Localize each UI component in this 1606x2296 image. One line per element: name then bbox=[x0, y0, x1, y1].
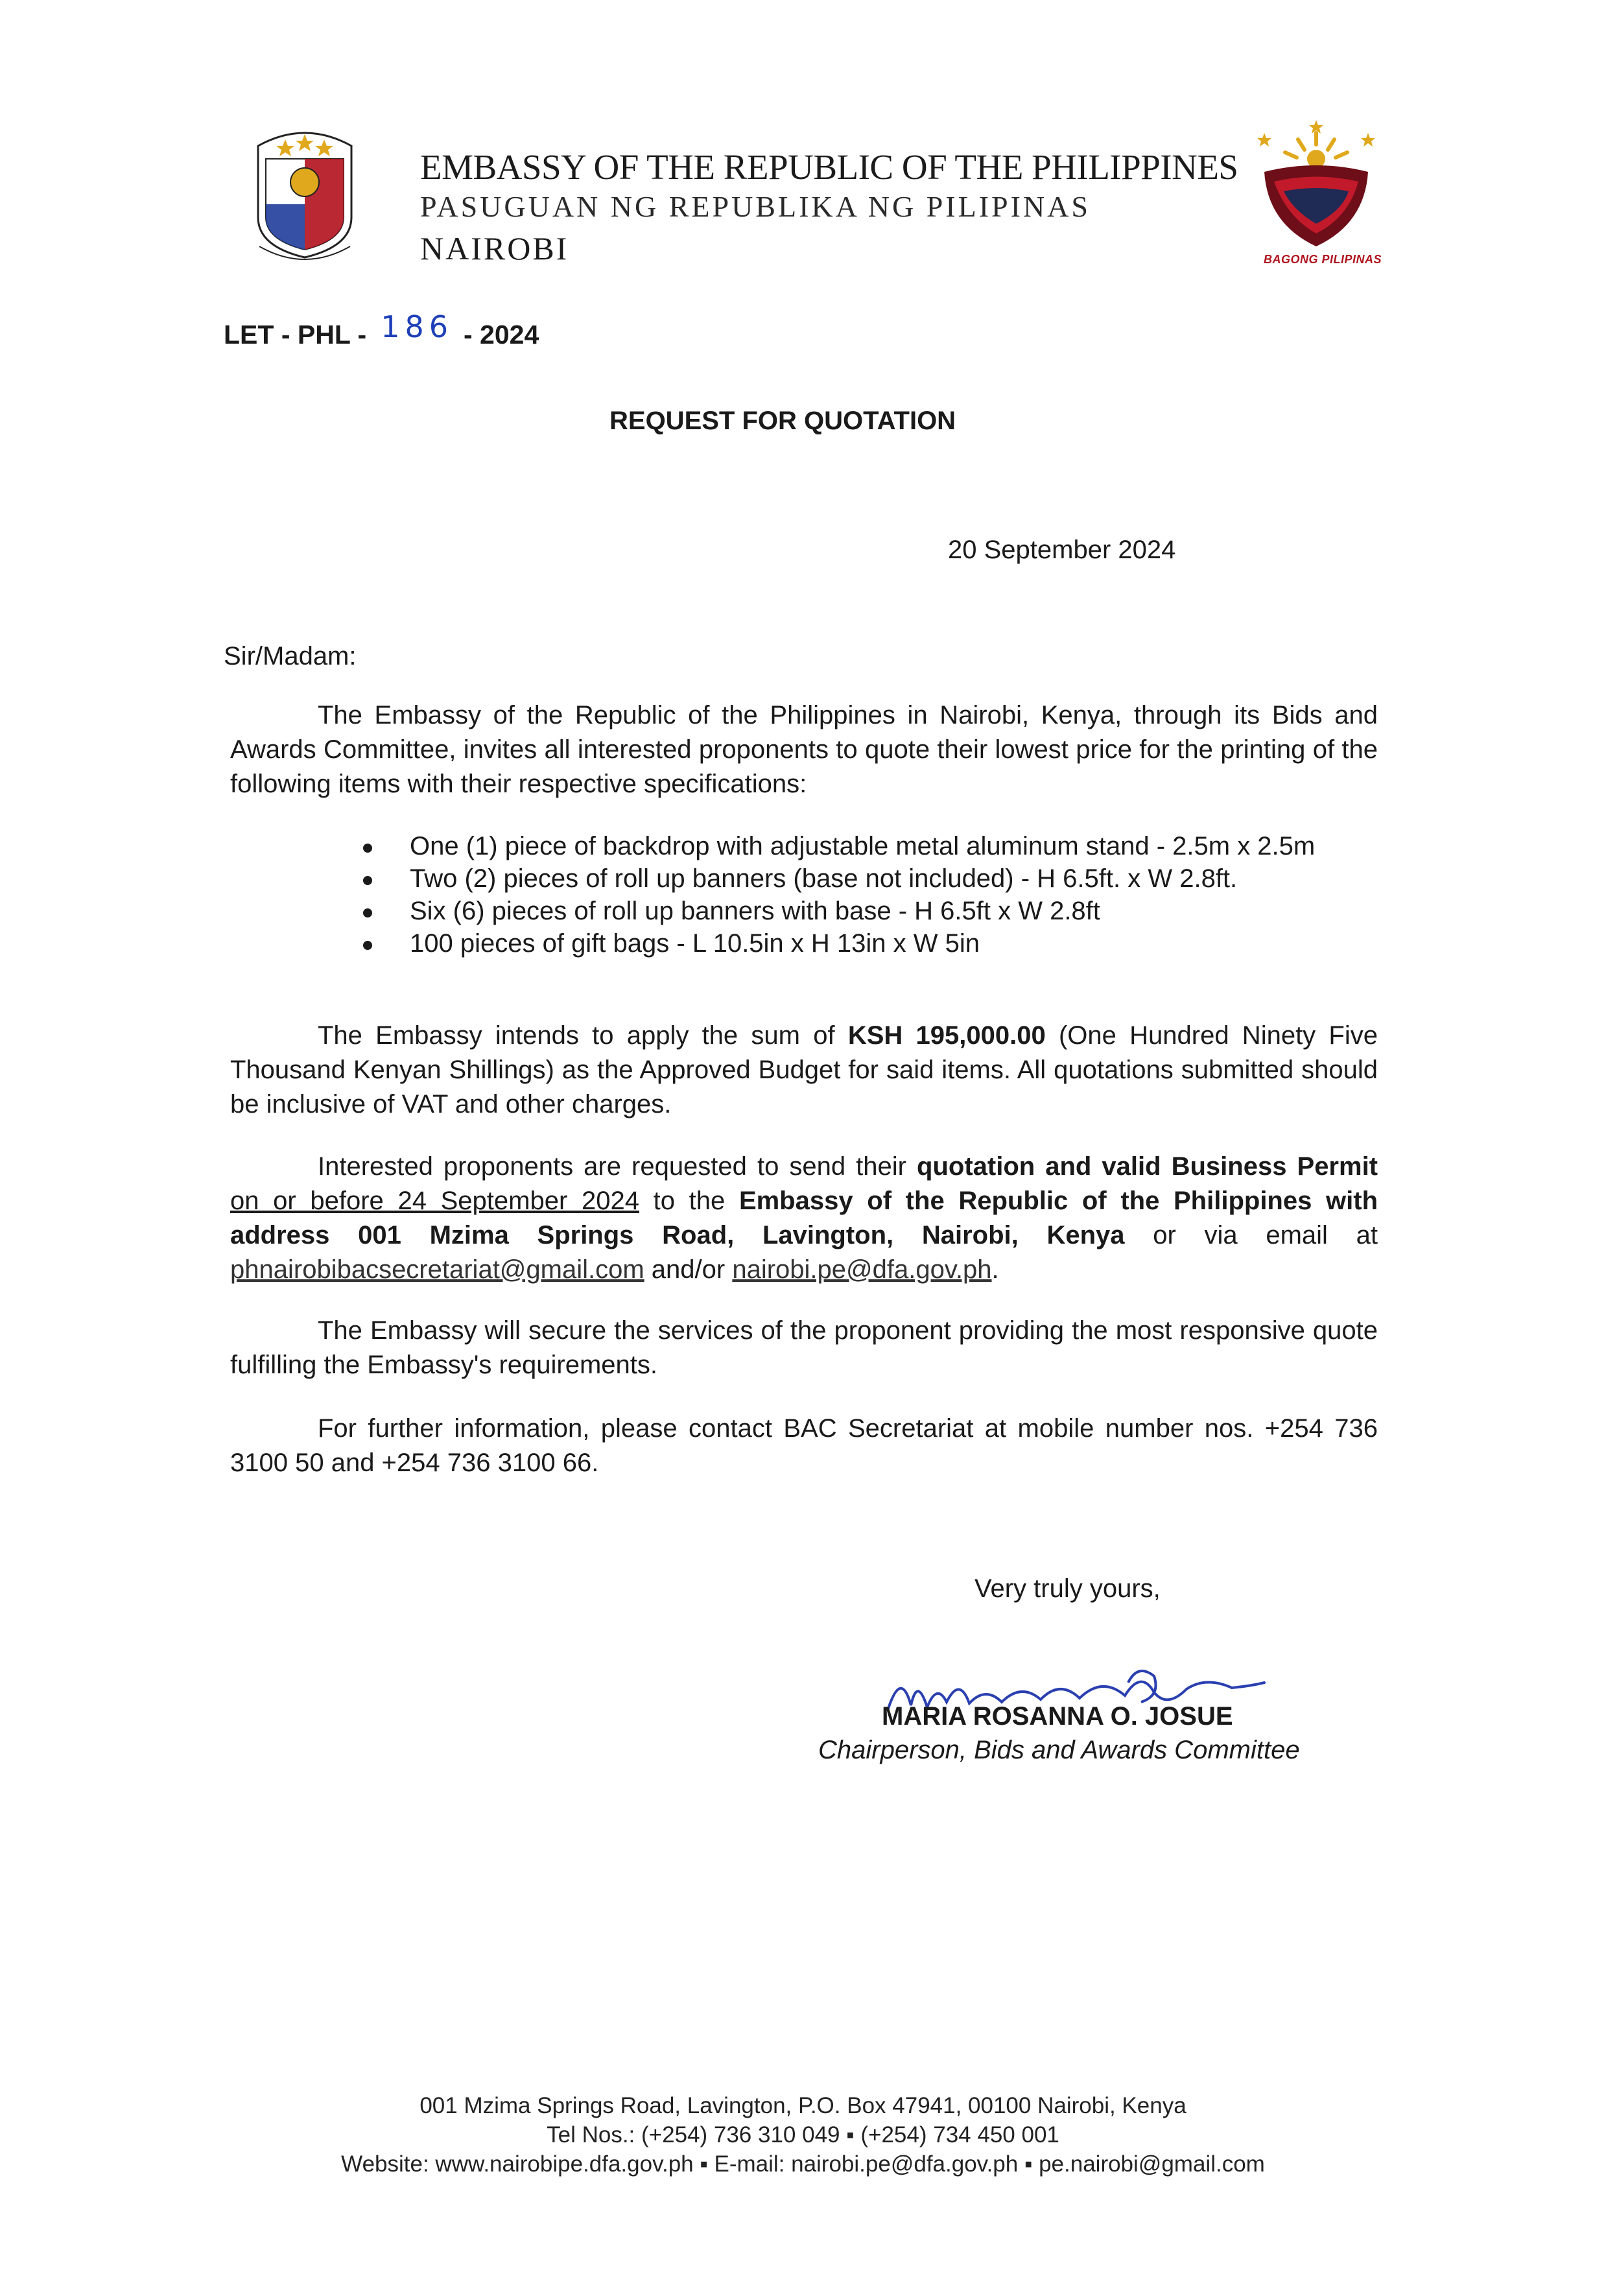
letter-date: 20 September 2024 bbox=[948, 536, 1176, 564]
contact-paragraph: For further information, please contact BAC Secretariat at mobile number nos. +254 736 3100 50 and +254 736 3100 66. bbox=[230, 1414, 1378, 1477]
bagong-pilipinas-label: BAGONG PILIPINAS bbox=[1263, 253, 1382, 266]
budget-paragraph: The Embassy intends to apply the sum of KSH 195,000.00 (One Hundred Ninety Five Thousand Kenyan Shillings) as the Approved Budget for said items. All quotations submitted should be inclusive of VAT and other charges. bbox=[230, 1021, 1378, 1118]
reference-suffix: - 2024 bbox=[464, 320, 539, 349]
footer-web: Website: www.nairobipe.dfa.gov.ph ▪ E-mail: nairobi.pe@dfa.gov.ph ▪ pe.nairobi@gmail.com bbox=[341, 2151, 1265, 2177]
item-list bbox=[363, 830, 1391, 960]
signatory-title: Chairperson, Bids and Awards Committee bbox=[818, 1736, 1300, 1764]
philippine-seal bbox=[240, 120, 370, 272]
bagong-pilipinas-logo bbox=[1251, 120, 1381, 250]
intro-paragraph: The Embassy of the Republic of the Philippines in Nairobi, Kenya, through its Bids and Awards Committee, invites all interested proponents to quote their lowest price for the printing of the following items with their respective specifications: bbox=[230, 701, 1378, 798]
list-item: Two (2) pieces of roll up banners (base not included) - H 6.5ft. x W 2.8ft. bbox=[363, 862, 1391, 895]
bac-email-link[interactable]: phnairobibacsecretariat@gmail.com bbox=[230, 1255, 644, 1284]
embassy-name: EMBASSY OF THE REPUBLIC OF THE PHILIPPINES bbox=[420, 147, 1238, 187]
footer-address: 001 Mzima Springs Road, Lavington, P.O. Box 47941, 00100 Nairobi, Kenya bbox=[419, 2093, 1187, 2118]
services-paragraph: The Embassy will secure the services of the proponent providing the most responsive quote fulfilling the Embassy's requirements. bbox=[230, 1316, 1378, 1379]
submission-paragraph: Interested proponents are requested to send their quotation and valid Business Permit on or before 24 September 2024 to the Embassy of the Republic of the Philippines with address 001 Mzima Springs Road, Lavington, Nairobi, Kenya or via email at phnairobibacsecretariat@gmail.com and/or nairobi.pe@dfa.gov.ph. bbox=[230, 1152, 1378, 1284]
reference-handwritten-number: 186 bbox=[381, 309, 453, 344]
document-title: REQUEST FOR QUOTATION bbox=[609, 407, 956, 435]
deadline: on or before 24 September 2024 bbox=[230, 1187, 639, 1215]
list-item: 100 pieces of gift bags - L 10.5in x H 13in x W 5in bbox=[363, 927, 1391, 960]
signatory-name: MARIA ROSANNA O. JOSUE bbox=[882, 1702, 1233, 1731]
closing: Very truly yours, bbox=[974, 1574, 1161, 1603]
reference-prefix: LET - PHL - bbox=[224, 320, 367, 349]
embassy-city: NAIROBI bbox=[420, 230, 569, 266]
reference-number bbox=[224, 309, 539, 351]
salutation: Sir/Madam: bbox=[224, 642, 357, 670]
list-item: One (1) piece of backdrop with adjustable metal aluminum stand - 2.5m x 2.5m bbox=[363, 830, 1391, 862]
embassy-name-filipino: PASUGUAN NG REPUBLIKA NG PILIPINAS bbox=[420, 190, 1091, 223]
budget-amount: KSH 195,000.00 bbox=[847, 1021, 1046, 1050]
list-item: Six (6) pieces of roll up banners with base - H 6.5ft x W 2.8ft bbox=[363, 895, 1391, 927]
embassy-email-link[interactable]: nairobi.pe@dfa.gov.ph bbox=[732, 1255, 992, 1284]
footer-phone: Tel Nos.: (+254) 736 310 049 ▪ (+254) 734 450 001 bbox=[547, 2122, 1059, 2148]
